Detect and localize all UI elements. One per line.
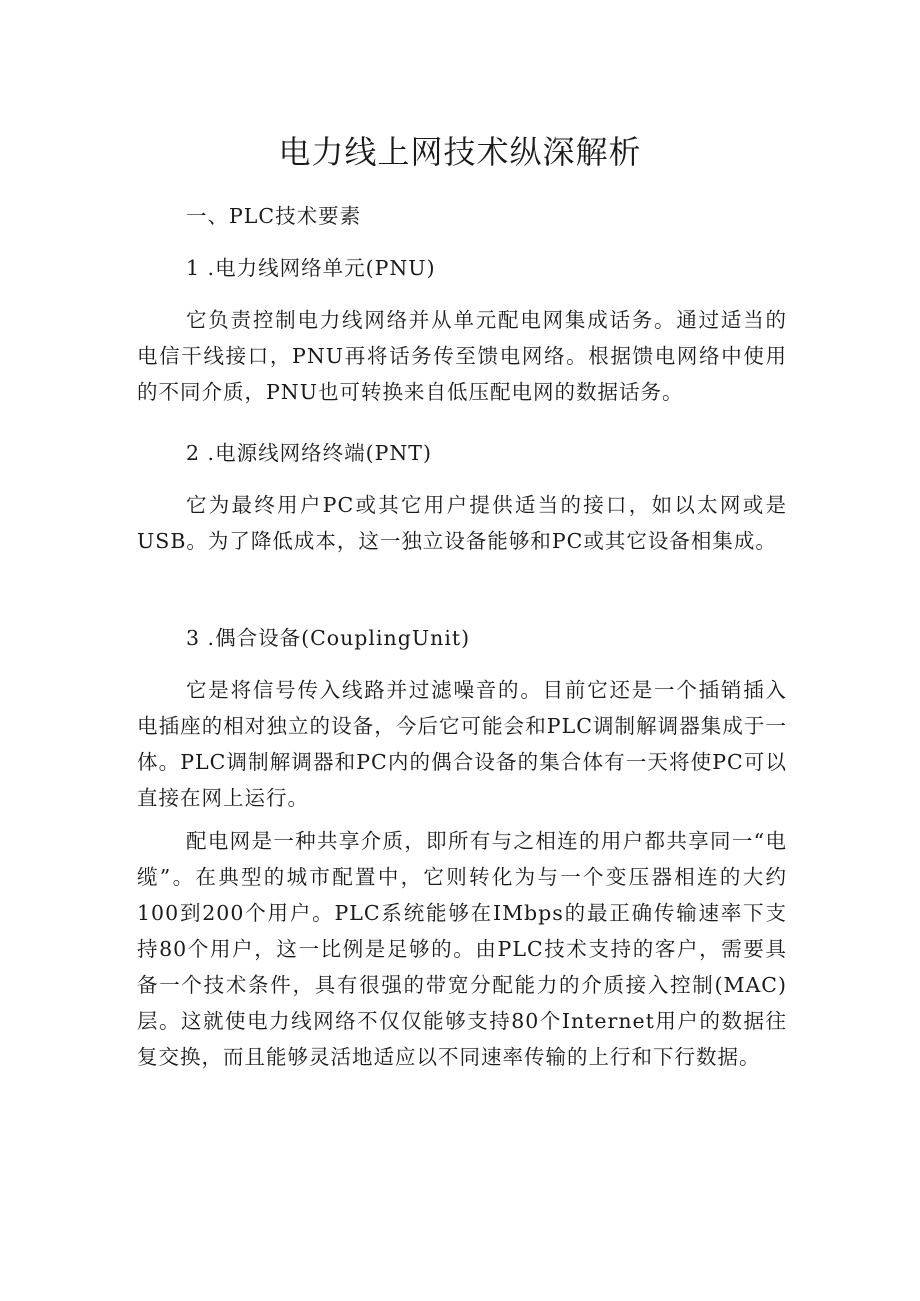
paragraph-pnt: 它为最终用户PC或其它用户提供适当的接口，如以太网或是USB。为了降低成本，这一独立设备能够和PC或其它设备相集成。 — [137, 493, 787, 553]
paragraph-distribution-network: 配电网是一种共享介质，即所有与之相连的用户都共享同一“电缆”。在典型的城市配置中，它则转化为与一个变压器相连的大约100到200个用户。PLC系统能够在IMbps的最正确传输速率下支持80个用户，这一比例是足够的。由PLC技术支持的客户，需要具备一个技术条件，具有很强的带宽分配能力的介质接入控制(MAC)层。这就使电力线网络不仅仅能够支持80个Internet用户的数据往复交换，而且能够灵活地适应以不同速率传输的上行和下行数据。 — [137, 829, 787, 1069]
paragraph-coupling: 它是将信号传入线路并过滤噪音的。目前它还是一个插销插入电插座的相对独立的设备，今后它可能会和PLC调制解调器集成于一体。PLC调制解调器和PC内的偶合设备的集合体有一天将使PC可以直接在网上运行。 — [137, 678, 787, 810]
document-title: 电力线上网技术纵深解析 — [278, 133, 642, 171]
section-heading: 一、PLC技术要素 — [186, 204, 362, 228]
item-heading-pnu: 1 .电力线网络单元(PNU) — [186, 256, 436, 280]
paragraph-pnu: 它负责控制电力线网络并从单元配电网集成话务。通过适当的电信干线接口，PNU再将话务传至馈电网络。根据馈电网络中使用的不同介质，PNU也可转换来自低压配电网的数据话务。 — [137, 308, 787, 404]
item-heading-pnt: 2 .电源线网络终端(PNT) — [186, 441, 432, 465]
item-heading-coupling: 3 .偶合设备(CouplingUnit) — [186, 626, 471, 650]
